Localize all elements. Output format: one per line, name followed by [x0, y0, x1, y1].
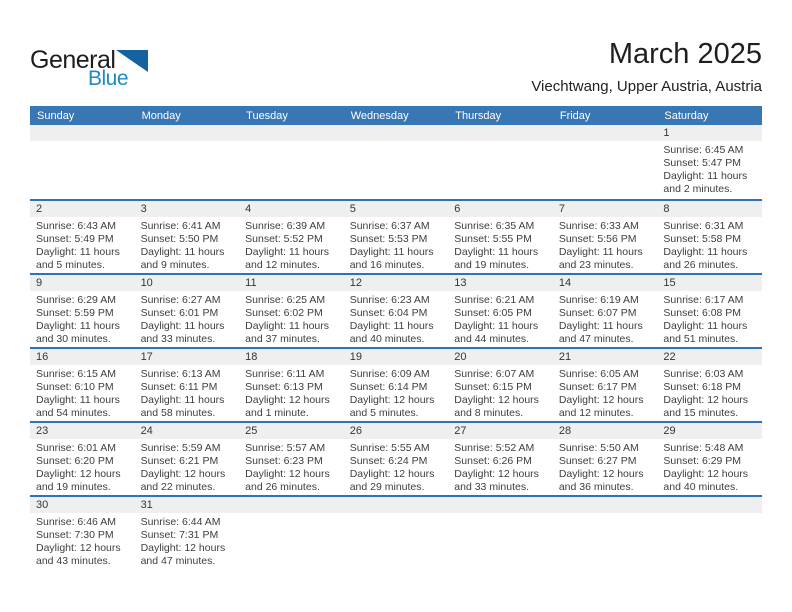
calendar-day-cell [30, 275, 135, 347]
sunrise-line: Sunrise: 6:09 AM [349, 368, 430, 380]
day-details [657, 217, 762, 272]
sunset-line: Sunset: 6:13 PM [245, 381, 323, 393]
general-blue-logo [30, 48, 148, 88]
daylight-line: Daylight: 11 hours and 30 minutes. [36, 320, 120, 345]
day-number: 30 [30, 497, 135, 513]
calendar-empty-cell [30, 125, 135, 199]
day-number: 7 [553, 201, 658, 217]
sunset-line: Sunset: 6:17 PM [558, 381, 637, 393]
calendar-week-row [30, 347, 762, 421]
sunrise-line: Sunrise: 5:57 AM [245, 442, 326, 454]
weekday-header [30, 106, 762, 125]
day-details [553, 217, 658, 272]
sunrise-line: Sunrise: 6:23 AM [349, 294, 430, 306]
day-details [553, 291, 658, 346]
calendar-day-cell [135, 201, 240, 273]
sunrise-line: Sunrise: 6:17 AM [663, 294, 744, 306]
day-number [553, 497, 658, 513]
sunrise-line: Sunrise: 6:35 AM [454, 220, 535, 232]
calendar-empty-cell [344, 125, 449, 199]
calendar-day-cell [448, 275, 553, 347]
sunset-line: Sunset: 6:05 PM [454, 307, 532, 319]
calendar-day-cell [657, 349, 762, 421]
daylight-line: Daylight: 11 hours and 2 minutes. [663, 170, 748, 195]
daylight-line: Daylight: 11 hours and 37 minutes. [245, 320, 329, 345]
sunset-line: Sunset: 5:59 PM [36, 307, 114, 319]
calendar-day-cell [344, 201, 449, 273]
sunrise-line: Sunrise: 6:29 AM [36, 294, 116, 306]
day-details [135, 513, 240, 568]
sunrise-line: Sunrise: 6:27 AM [140, 294, 221, 306]
day-details [448, 439, 553, 494]
daylight-line: Daylight: 11 hours and 40 minutes. [349, 320, 434, 345]
daylight-line: Daylight: 11 hours and 19 minutes. [454, 246, 539, 271]
weekday-header-cell-tuesday: Tuesday [246, 109, 288, 122]
day-details [30, 513, 135, 568]
sunset-line: Sunset: 6:26 PM [454, 455, 532, 467]
sunrise-line: Sunrise: 6:39 AM [245, 220, 326, 232]
daylight-line: Daylight: 11 hours and 58 minutes. [140, 394, 225, 419]
day-details [344, 291, 449, 346]
sunrise-line: Sunrise: 5:55 AM [349, 442, 430, 454]
day-number: 15 [657, 275, 762, 291]
calendar-day-cell [135, 275, 240, 347]
sunset-line: Sunset: 6:11 PM [140, 381, 218, 393]
day-number: 19 [344, 349, 449, 365]
daylight-line: Daylight: 12 hours and 15 minutes. [663, 394, 749, 419]
daylight-line: Daylight: 12 hours and 33 minutes. [454, 468, 539, 493]
calendar-week-row [30, 495, 762, 580]
daylight-line: Daylight: 12 hours and 40 minutes. [663, 468, 749, 493]
day-number: 2 [30, 201, 135, 217]
day-number [344, 125, 449, 141]
daylight-line: Daylight: 12 hours and 1 minute. [245, 394, 330, 419]
calendar-day-cell [657, 423, 762, 495]
day-details [135, 439, 240, 494]
daylight-line: Daylight: 11 hours and 51 minutes. [663, 320, 748, 345]
calendar-day-cell [344, 423, 449, 495]
sunset-line: Sunset: 5:58 PM [663, 233, 742, 245]
calendar-day-cell [657, 275, 762, 347]
calendar-day-cell [657, 125, 762, 199]
day-number: 21 [553, 349, 658, 365]
calendar-empty-cell [448, 125, 553, 199]
sunset-line: Sunset: 6:02 PM [245, 307, 323, 319]
sunset-line: Sunset: 6:21 PM [140, 455, 219, 467]
sunset-line: Sunset: 7:31 PM [140, 529, 219, 541]
day-details [553, 365, 658, 420]
day-details [30, 439, 135, 494]
calendar-day-cell [239, 201, 344, 273]
title-block [531, 38, 762, 95]
daylight-line: Daylight: 11 hours and 33 minutes. [140, 320, 225, 345]
weekday-header-cell-saturday: Saturday [664, 109, 709, 122]
day-details [135, 217, 240, 272]
calendar-day-cell [30, 349, 135, 421]
sunrise-line: Sunrise: 6:01 AM [36, 442, 116, 454]
day-number: 3 [135, 201, 240, 217]
day-number: 29 [657, 423, 762, 439]
day-details [135, 291, 240, 346]
day-number: 22 [657, 349, 762, 365]
day-number: 16 [30, 349, 135, 365]
day-number: 18 [239, 349, 344, 365]
sunrise-line: Sunrise: 6:44 AM [140, 516, 221, 528]
day-details [448, 365, 553, 420]
sunset-line: Sunset: 6:29 PM [663, 455, 742, 467]
day-number [553, 125, 658, 141]
day-number: 1 [657, 125, 762, 141]
sunrise-line: Sunrise: 6:43 AM [36, 220, 116, 232]
day-number [657, 497, 762, 513]
day-details [30, 291, 135, 346]
sunrise-line: Sunrise: 5:50 AM [558, 442, 639, 454]
sunrise-line: Sunrise: 6:07 AM [454, 368, 535, 380]
calendar-empty-cell [344, 497, 449, 580]
day-number: 28 [553, 423, 658, 439]
sunrise-line: Sunrise: 6:45 AM [663, 144, 744, 156]
day-number: 24 [135, 423, 240, 439]
daylight-line: Daylight: 11 hours and 12 minutes. [245, 246, 329, 271]
day-details [239, 365, 344, 420]
day-number [135, 125, 240, 141]
sunset-line: Sunset: 5:55 PM [454, 233, 532, 245]
day-number: 12 [344, 275, 449, 291]
sunrise-line: Sunrise: 6:31 AM [663, 220, 744, 232]
calendar-day-cell [239, 349, 344, 421]
day-number: 17 [135, 349, 240, 365]
calendar-empty-cell [657, 497, 762, 580]
daylight-line: Daylight: 12 hours and 22 minutes. [140, 468, 226, 493]
calendar-day-cell [553, 275, 658, 347]
sunrise-line: Sunrise: 6:15 AM [36, 368, 116, 380]
calendar-day-cell [448, 201, 553, 273]
day-number [448, 125, 553, 141]
sunrise-line: Sunrise: 6:21 AM [454, 294, 535, 306]
calendar-day-cell [553, 423, 658, 495]
day-details [657, 291, 762, 346]
sunrise-line: Sunrise: 5:52 AM [454, 442, 535, 454]
day-number: 5 [344, 201, 449, 217]
day-number: 26 [344, 423, 449, 439]
sunset-line: Sunset: 5:56 PM [558, 233, 637, 245]
sunset-line: Sunset: 7:30 PM [36, 529, 114, 541]
daylight-line: Daylight: 11 hours and 5 minutes. [36, 246, 120, 271]
sunset-line: Sunset: 6:08 PM [663, 307, 742, 319]
daylight-line: Daylight: 11 hours and 9 minutes. [140, 246, 225, 271]
calendar-day-cell [135, 349, 240, 421]
daylight-line: Daylight: 12 hours and 43 minutes. [36, 542, 121, 567]
weekday-header-cell-wednesday: Wednesday [350, 109, 409, 122]
sunset-line: Sunset: 6:18 PM [663, 381, 742, 393]
sunrise-line: Sunrise: 6:41 AM [140, 220, 221, 232]
day-details [657, 365, 762, 420]
daylight-line: Daylight: 11 hours and 16 minutes. [349, 246, 434, 271]
daylight-line: Daylight: 12 hours and 36 minutes. [558, 468, 644, 493]
day-number: 31 [135, 497, 240, 513]
day-details [657, 141, 762, 196]
day-number [239, 497, 344, 513]
logo-blue-text: Blue [88, 67, 129, 90]
sunset-line: Sunset: 6:04 PM [349, 307, 428, 319]
calendar-day-cell [30, 423, 135, 495]
day-details [553, 439, 658, 494]
calendar-day-cell [30, 201, 135, 273]
sunset-line: Sunset: 6:14 PM [349, 381, 428, 393]
page-subtitle: Viechtwang, Upper Austria, Austria [531, 78, 762, 95]
day-number: 11 [239, 275, 344, 291]
calendar-week-row [30, 199, 762, 273]
day-details [135, 365, 240, 420]
day-number: 20 [448, 349, 553, 365]
day-details [344, 217, 449, 272]
sunset-line: Sunset: 6:10 PM [36, 381, 114, 393]
sunrise-line: Sunrise: 6:03 AM [663, 368, 744, 380]
day-number: 9 [30, 275, 135, 291]
day-number: 6 [448, 201, 553, 217]
sunset-line: Sunset: 5:53 PM [349, 233, 428, 245]
daylight-line: Daylight: 11 hours and 47 minutes. [558, 320, 643, 345]
day-details [344, 365, 449, 420]
calendar-day-cell [344, 275, 449, 347]
daylight-line: Daylight: 12 hours and 47 minutes. [140, 542, 226, 567]
day-number [30, 125, 135, 141]
weekday-header-cell-monday: Monday [141, 109, 181, 122]
calendar-day-cell [239, 275, 344, 347]
sunrise-line: Sunrise: 6:25 AM [245, 294, 326, 306]
calendar-week-row [30, 273, 762, 347]
calendar-day-cell [553, 201, 658, 273]
sunset-line: Sunset: 6:01 PM [140, 307, 219, 319]
day-number: 25 [239, 423, 344, 439]
sunrise-line: Sunrise: 6:11 AM [245, 368, 325, 380]
daylight-line: Daylight: 11 hours and 23 minutes. [558, 246, 643, 271]
weekday-header-cell-friday: Friday [559, 109, 591, 122]
calendar-day-cell [448, 423, 553, 495]
daylight-line: Daylight: 12 hours and 12 minutes. [558, 394, 644, 419]
day-details [448, 217, 553, 272]
sunset-line: Sunset: 5:52 PM [245, 233, 323, 245]
day-details [657, 439, 762, 494]
sunset-line: Sunset: 6:20 PM [36, 455, 114, 467]
calendar-empty-cell [239, 125, 344, 199]
daylight-line: Daylight: 12 hours and 8 minutes. [454, 394, 539, 419]
day-number [239, 125, 344, 141]
page-title: March 2025 [608, 38, 762, 70]
sunrise-line: Sunrise: 6:05 AM [558, 368, 639, 380]
daylight-line: Daylight: 11 hours and 26 minutes. [663, 246, 748, 271]
sunset-line: Sunset: 6:23 PM [245, 455, 323, 467]
daylight-line: Daylight: 12 hours and 29 minutes. [349, 468, 435, 493]
calendar-day-cell [135, 497, 240, 580]
sunset-line: Sunset: 5:49 PM [36, 233, 114, 245]
day-number: 8 [657, 201, 762, 217]
calendar-empty-cell [135, 125, 240, 199]
weekday-header-cell-thursday: Thursday [455, 109, 502, 122]
day-details [30, 217, 135, 272]
day-details [344, 439, 449, 494]
calendar-day-cell [657, 201, 762, 273]
sunrise-line: Sunrise: 5:48 AM [663, 442, 744, 454]
calendar-day-cell [30, 497, 135, 580]
day-details [448, 291, 553, 346]
sunrise-line: Sunrise: 6:19 AM [558, 294, 639, 306]
sunrise-line: Sunrise: 5:59 AM [140, 442, 221, 454]
sunset-line: Sunset: 6:07 PM [558, 307, 637, 319]
sunrise-line: Sunrise: 6:46 AM [36, 516, 116, 528]
day-number: 23 [30, 423, 135, 439]
sunset-line: Sunset: 5:50 PM [140, 233, 219, 245]
sunset-line: Sunset: 5:47 PM [663, 157, 742, 169]
sunset-line: Sunset: 6:15 PM [454, 381, 532, 393]
sunrise-line: Sunrise: 6:13 AM [140, 368, 221, 380]
calendar-empty-cell [239, 497, 344, 580]
logo-general-text: General [30, 46, 116, 74]
calendar-empty-cell [553, 125, 658, 199]
calendar-day-cell [553, 349, 658, 421]
day-number: 27 [448, 423, 553, 439]
day-number [344, 497, 449, 513]
calendar-grid [30, 125, 762, 580]
calendar-empty-cell [448, 497, 553, 580]
day-number: 14 [553, 275, 658, 291]
sunset-line: Sunset: 6:27 PM [558, 455, 637, 467]
day-details [239, 291, 344, 346]
day-number [448, 497, 553, 513]
daylight-line: Daylight: 12 hours and 26 minutes. [245, 468, 330, 493]
day-number: 13 [448, 275, 553, 291]
calendar-week-row [30, 421, 762, 495]
calendar-day-cell [135, 423, 240, 495]
daylight-line: Daylight: 11 hours and 54 minutes. [36, 394, 120, 419]
day-number: 10 [135, 275, 240, 291]
daylight-line: Daylight: 11 hours and 44 minutes. [454, 320, 539, 345]
day-details [239, 217, 344, 272]
calendar-day-cell [344, 349, 449, 421]
weekday-header-cell-sunday: Sunday [37, 109, 75, 122]
sunrise-line: Sunrise: 6:33 AM [558, 220, 639, 232]
calendar-empty-cell [553, 497, 658, 580]
day-details [239, 439, 344, 494]
sunset-line: Sunset: 6:24 PM [349, 455, 428, 467]
daylight-line: Daylight: 12 hours and 19 minutes. [36, 468, 121, 493]
calendar-week-row [30, 125, 762, 199]
day-details [30, 365, 135, 420]
calendar [30, 106, 762, 580]
day-number: 4 [239, 201, 344, 217]
sunrise-line: Sunrise: 6:37 AM [349, 220, 430, 232]
calendar-day-cell [448, 349, 553, 421]
daylight-line: Daylight: 12 hours and 5 minutes. [349, 394, 435, 419]
calendar-day-cell [239, 423, 344, 495]
